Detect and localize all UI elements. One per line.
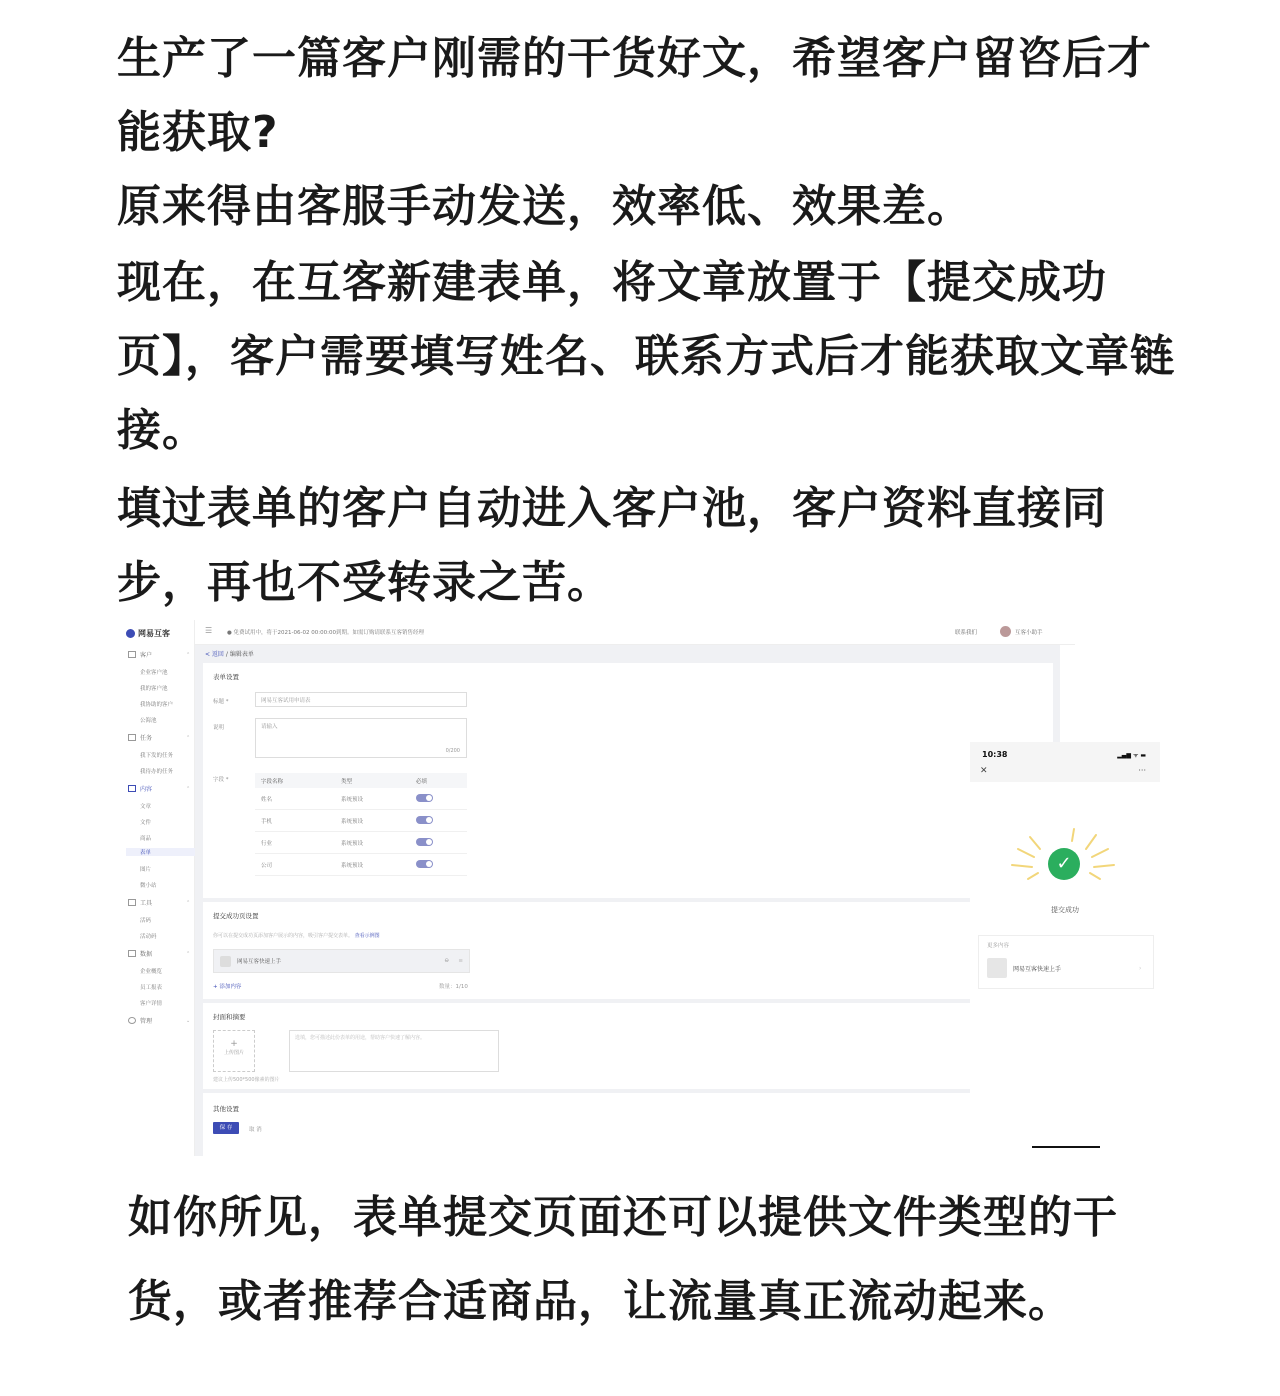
sidebar-item[interactable]: 商品 — [140, 836, 152, 842]
success-content-title: 网易互客快速上手 — [237, 959, 282, 965]
plus-icon: + — [230, 1039, 238, 1049]
phone-time: 10:38 — [982, 750, 1008, 759]
sidebar-item[interactable]: 公海池 — [140, 718, 157, 724]
avatar[interactable] — [1000, 626, 1011, 637]
more-content-item[interactable] — [987, 958, 1142, 978]
article-thumbnail — [987, 958, 1007, 978]
data-icon — [128, 950, 136, 957]
sidebar-group-label: 数据 — [140, 951, 153, 958]
sidebar-item[interactable]: 活码 — [140, 918, 152, 924]
phone-preview — [970, 742, 1160, 1156]
form-settings-title: 表单设置 — [213, 673, 239, 681]
cover-title: 封面和摘要 — [213, 1013, 246, 1021]
description-placeholder: 请输入 — [261, 724, 278, 730]
trial-notice: ● 免费试用中，将于2021-06-02 00:00:00到期。如需订购请联系互客销售经理 — [227, 630, 424, 636]
problem-paragraph: 原来得由客服手动发送，效率低、效果差。 — [117, 181, 972, 232]
sidebar — [118, 620, 195, 1156]
sidebar-item[interactable]: 文件 — [140, 820, 152, 826]
sidebar-group-label: 任务 — [140, 735, 153, 742]
more-icon[interactable]: ··· — [1138, 766, 1146, 775]
table-row — [255, 854, 467, 876]
chevron-up-icon: ⌃ — [186, 785, 191, 792]
upload-image-button[interactable] — [213, 1030, 255, 1072]
sidebar-group-label: 内容 — [140, 786, 153, 793]
user-menu[interactable]: 互客小助手 — [1015, 630, 1043, 636]
sidebar-item[interactable]: 企业概览 — [140, 969, 163, 975]
sidebar-group-label: 客户 — [140, 652, 153, 659]
column-header: 必填 — [416, 778, 428, 785]
upload-label: 上传图片 — [223, 1050, 244, 1056]
title-label: 标题 * — [213, 699, 229, 705]
field-type: 系统预设 — [341, 796, 364, 803]
phone-status-bar — [970, 742, 1160, 782]
contact-us-link[interactable]: 联系我们 — [955, 630, 978, 636]
column-header: 类型 — [341, 778, 353, 785]
close-icon[interactable]: ✕ — [980, 766, 988, 776]
required-toggle[interactable] — [416, 816, 433, 824]
breadcrumb-current: 编辑表单 — [229, 651, 254, 658]
required-toggle[interactable] — [416, 860, 433, 868]
field-name: 行业 — [261, 840, 273, 847]
chevron-down-icon: ⌄ — [186, 1017, 191, 1024]
sidebar-group-tools[interactable] — [128, 898, 191, 907]
back-link[interactable]: < 返回 — [205, 651, 224, 658]
field-name: 公司 — [261, 862, 273, 869]
table-row — [255, 788, 467, 810]
success-page-title: 提交成功页设置 — [213, 912, 259, 920]
sidebar-item[interactable]: 企业客户池 — [140, 670, 168, 676]
signal-battery-icon: ▂▄▆ ᯤ ▬ — [1117, 752, 1146, 759]
field-type: 系统预设 — [341, 818, 364, 825]
cover-card — [203, 1003, 1053, 1089]
table-row — [255, 832, 467, 854]
menu-collapse-icon[interactable]: ☰ — [205, 626, 213, 635]
success-page-card — [203, 902, 1053, 999]
sidebar-group-label: 管理 — [140, 1018, 153, 1025]
save-button[interactable]: 保 存 — [213, 1122, 239, 1134]
fields-label: 字段 * — [213, 777, 229, 783]
description-label: 说明 — [213, 725, 225, 731]
sidebar-item[interactable]: 我下发的任务 — [140, 753, 174, 759]
benefit-paragraph: 填过表单的客户自动进入客户池，客户资料直接同步，再也不受转录之苦。 — [117, 483, 1107, 608]
sidebar-item[interactable]: 图片 — [140, 867, 152, 873]
tools-icon — [128, 899, 136, 906]
field-type: 系统预设 — [341, 840, 364, 847]
sidebar-item[interactable]: 文章 — [140, 804, 152, 810]
chevron-up-icon: ⌃ — [186, 734, 191, 741]
sidebar-group-label: 工具 — [140, 900, 153, 907]
field-name: 手机 — [261, 818, 273, 825]
task-icon — [128, 734, 136, 741]
other-settings-title: 其他设置 — [213, 1105, 239, 1113]
sidebar-item[interactable]: 我协助的客户 — [140, 702, 174, 708]
brand — [126, 628, 170, 639]
customer-icon — [128, 651, 136, 658]
content-count: 数量：1/10 — [439, 984, 468, 990]
description-counter: 0/200 — [445, 748, 460, 754]
sidebar-item[interactable]: 客户详情 — [140, 1001, 163, 1007]
breadcrumb — [205, 649, 254, 658]
description-input[interactable] — [255, 718, 467, 758]
drag-handle-icon[interactable]: ≡ — [458, 958, 463, 964]
closing-paragraph: 如你所见，表单提交页面还可以提供文件类型的干货，或者推荐合适商品，让流量真正流动起来。 — [128, 1192, 1118, 1327]
content-icon — [128, 785, 136, 792]
remove-icon[interactable]: ⊖ — [444, 958, 449, 964]
field-name: 姓名 — [261, 796, 273, 803]
success-page-hint — [213, 932, 380, 939]
fields-table — [255, 773, 467, 876]
required-toggle[interactable] — [416, 794, 433, 802]
sidebar-group-task[interactable] — [128, 733, 191, 742]
column-header: 字段名称 — [261, 778, 284, 785]
chevron-up-icon: ⌃ — [186, 950, 191, 957]
summary-input[interactable]: 选填，您可描述此份表单的用途，帮助客户快速了解内容。 — [289, 1030, 499, 1072]
sidebar-group-content[interactable] — [128, 784, 191, 793]
app-screenshot — [118, 620, 1160, 1156]
success-check-icon: ✓ — [1048, 848, 1080, 880]
solution-paragraph: 现在，在互客新建表单，将文章放置于【提交成功页】，客户需要填写姓名、联系方式后才能获取文章链接。 — [117, 257, 1175, 456]
breadcrumb-separator: / — [225, 651, 228, 658]
other-settings-card — [203, 1093, 1053, 1156]
sidebar-item[interactable]: 微小站 — [140, 883, 157, 889]
success-content-item[interactable] — [213, 949, 470, 973]
chevron-up-icon: ⌃ — [186, 899, 191, 906]
gear-icon — [128, 1017, 136, 1024]
home-indicator — [1032, 1146, 1100, 1148]
topbar — [195, 620, 1075, 645]
sidebar-group-admin[interactable] — [128, 1016, 191, 1025]
table-header — [255, 773, 467, 788]
more-content-label: 更多内容 — [987, 943, 1010, 949]
title-input[interactable]: 网易互客试用申请表 — [255, 692, 467, 707]
sidebar-item[interactable]: 员工报表 — [140, 985, 163, 991]
main-content — [195, 645, 1060, 1156]
sidebar-item-form[interactable]: 表单 — [126, 848, 200, 856]
more-content-title: 网易互客快速上手 — [1013, 965, 1062, 973]
submit-success-text: 提交成功 — [1051, 906, 1079, 914]
add-content-link[interactable]: + 添加内容 — [213, 984, 242, 990]
intro-paragraph: 生产了一篇客户刚需的干货好文，希望客户留咨后才能获取? — [117, 33, 1152, 158]
sidebar-item[interactable]: 活动码 — [140, 934, 157, 940]
article-icon — [220, 956, 231, 967]
hint-text: 你可以在提交成功页添加客户展示的内容，吸引客户提交表单。 — [213, 933, 354, 939]
sidebar-item[interactable]: 我待办的任务 — [140, 769, 174, 775]
cancel-button[interactable]: 取 消 — [249, 1127, 262, 1133]
required-toggle[interactable] — [416, 838, 433, 846]
view-example-link[interactable]: 查看示例图 — [354, 933, 380, 939]
brand-name: 网易互客 — [138, 629, 170, 638]
chevron-right-icon: › — [1139, 964, 1142, 972]
form-settings-card — [203, 663, 1053, 898]
sidebar-group-data[interactable] — [128, 949, 191, 958]
sidebar-item[interactable]: 我的客户池 — [140, 686, 168, 692]
more-content-box — [978, 935, 1154, 989]
table-row — [255, 810, 467, 832]
sidebar-group-customer[interactable] — [128, 650, 191, 659]
field-type: 系统预设 — [341, 862, 364, 869]
upload-hint: 建议上传500*500像素的图片 — [213, 1077, 280, 1083]
chevron-up-icon: ⌃ — [186, 651, 191, 658]
brand-logo-icon — [126, 629, 135, 638]
